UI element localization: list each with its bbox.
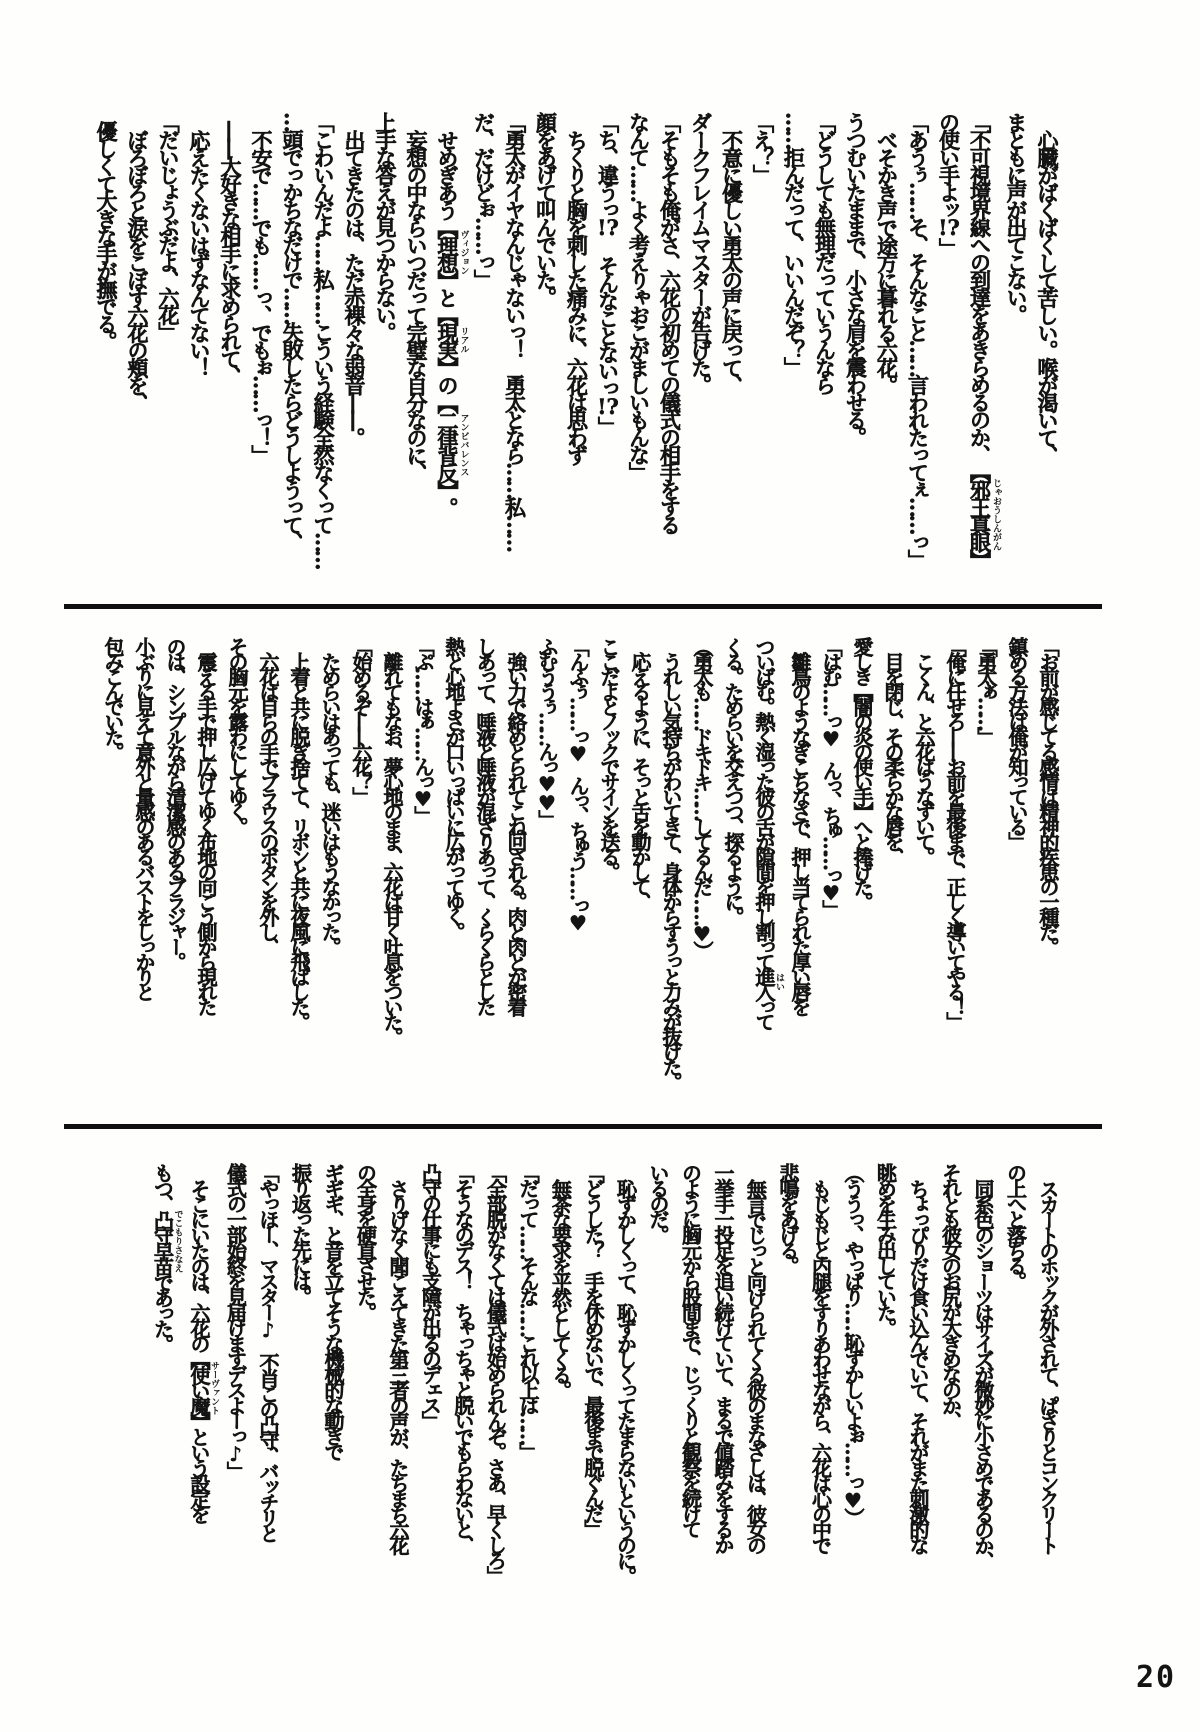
furigana-ruby: 【使い魔】サーヴァント (187, 1349, 219, 1427)
text-column: 鎮める方法は俺が知っている」 (1005, 637, 1029, 847)
text-column: うれしい気持ちがわいてきて、身体からすうっと力みが抜けた。 (659, 652, 683, 1087)
text-column: 「え？」 (750, 112, 776, 182)
text-column: 強い力で絡めとられてこね回される。肉と肉とが密着 (504, 652, 528, 1012)
text-column: 無茶な要求を平然としてくる。 (548, 1179, 573, 1396)
text-column: その胸元を露わにしてゆく。 (225, 637, 249, 832)
furigana-ruby: 【二律背反】アンビバレンス (435, 392, 469, 498)
text-column: 「あうぅ……そ、そんなこと……言われたってぇ……っ」 (905, 112, 931, 567)
text-column: だ、だけどぉ……っ」 (471, 112, 497, 287)
text-section-middle (82, 637, 1063, 1112)
text-column: 悲鳴をあげる。 (776, 1163, 800, 1272)
furigana-ruby: 【現実】リアル (435, 305, 469, 375)
text-column: うつむいたままで、小さな肩を震わせる。 (843, 112, 869, 445)
text-column: こくん、と六花はうなずいて。 (912, 652, 936, 862)
text-column: 「やっほー、マスター♪ 不肖この凸守、バッチリと (256, 1163, 280, 1539)
furigana-ruby: 進入はい (752, 967, 784, 997)
text-column: （ううっ、やっぱり……恥ずかしいよぉ……っ♥） (841, 1163, 865, 1524)
text-column: 出てきたのは、ただ赤裸々な弱音――。 (342, 130, 367, 445)
text-column: の使い手よッ!?」 (936, 112, 962, 256)
text-column: ちょっぴりだけ食い込んでいて、それがまた刺激的な (906, 1179, 930, 1551)
text-column: 凸守の仕事にも支障が出るのデェス」 (418, 1163, 443, 1427)
text-column: 同系色のショーツはサイズが微妙に小さめであるのか、 (971, 1179, 995, 1567)
text-column: 「だって……そんな……これ以上は……」 (516, 1163, 540, 1458)
text-column: 上着と共に脱ぎ捨てて、リボンと共に夜風に飛ばした。 (287, 652, 311, 1027)
text-column: 目を閉じ、その柔らかな唇を、 (881, 652, 905, 862)
text-column: 「だいじょうぶだよ、六花」 (156, 112, 181, 340)
text-column: 「んふぅ……っ♥ んっ、ちゅう……っ♥ (566, 637, 590, 930)
text-column: ためらいはあっても、迷いはもうなかった。 (318, 652, 342, 952)
text-column: それとも彼女のお尻が大きめなのか、 (938, 1163, 963, 1427)
text-section-top (82, 112, 1063, 592)
text-column: 愛しき【闇の炎の使い手】へと捧げた。 (850, 637, 874, 907)
text-column: の全身を硬直させた。 (353, 1163, 378, 1318)
text-column: 不意に優しい勇太の声に戻って、 (719, 130, 745, 393)
text-column: 小ぶりに見えて意外と量感のあるバストをしっかりと (132, 637, 156, 997)
furigana-ruby: 凸守早苗でこもりさなえ (150, 1209, 183, 1273)
text-column: 一挙手一投足を追い続けていて、まるで値踏みをするか (711, 1163, 735, 1551)
text-column: くる。ためらいを交えつつ、探るように。 (721, 637, 745, 922)
text-column: 儀式の一部始終を見届けますデスよーっ♪」 (223, 1163, 248, 1477)
text-column: の上へと落ちる。 (1003, 1163, 1028, 1287)
text-column: なんて……よく考えりゃおこがましいもんな」 (626, 112, 652, 480)
text-column: ここだよとノックでサインを送る。 (597, 637, 621, 877)
text-column: 「不可視境界線への到達をあきらめるのか、【邪王真眼】じゃおうしんがん (967, 112, 1001, 567)
text-column: まともに声が出てこない。 (1004, 112, 1029, 322)
text-column: 恥ずかしくって、恥ずかしくってたまらないというのに。 (613, 1179, 638, 1582)
text-column: 「俺に任せろ――お前を最後まで、正しく導いてやる！」 (943, 637, 967, 1027)
text-column: スカートのホックが外されて、ぱさりとコンクリート (1036, 1179, 1060, 1551)
text-section-bottom (143, 1163, 1064, 1608)
text-column: もじもじと内腿をすりあわせながら、六花は心の中で (808, 1179, 833, 1551)
text-column: 応えたくないはずなんてない！ (187, 130, 212, 375)
text-column: 「始めるぞ――六花？」 (349, 637, 373, 802)
horizontal-in-vertical-text: !? (597, 395, 619, 417)
text-column: ギギギ、と音を立てそうな機械的な動きで (321, 1163, 345, 1458)
text-column: そこにいたのは、六花の【使い魔】サーヴァントという設定を (187, 1179, 219, 1520)
text-column: 「どうしても無理だっていうんなら (812, 112, 838, 392)
text-column: もつ、凸守早苗でこもりさなえであった。 (150, 1163, 183, 1350)
text-column: のは、シンプルながら清潔感のあるブラジャー。 (163, 637, 187, 967)
text-column: 「こわいんだよ……私……こういう経験全然なくって…… (311, 112, 336, 567)
text-column: 離れてもなお、夢心地のまま、六花は甘く吐息をついた。 (380, 652, 404, 1042)
text-column: 心臓がばくばくして苦しい。喉が渇いて、 (1035, 130, 1060, 463)
page-number: 20 (1136, 1660, 1177, 1695)
text-column: 震える手で押し広げてゆく布地の向こう側から現れた (194, 652, 218, 1012)
text-column: 「はむ……っ♥ んっ、ちゅ……っ♥」 (819, 637, 843, 915)
text-column: 不安で……でも……っ、でもぉ……っ！」 (249, 130, 274, 463)
text-column: 「ち、違うっ!? そんなことないっ!?」 (595, 112, 621, 434)
text-column: 包みこんでいた。 (101, 637, 125, 757)
text-column: 振り返った先には。 (288, 1163, 313, 1303)
text-column: ……拒んだって、いいんだぞ？」 (781, 112, 807, 375)
text-column: 眺めを生み出していた。 (873, 1163, 898, 1334)
text-column: のように胸元から股間まで、じっくりと観察を続けて (678, 1163, 703, 1535)
text-column: ちくりと胸を刺した痛みに、六花は思わず (564, 130, 590, 463)
text-column: べそかき声で途方に暮れる六花。 (874, 130, 900, 393)
text-column: いるのだ。 (646, 1163, 670, 1241)
text-column: 優しくて大きな手が撫でる。 (94, 121, 119, 349)
text-column: （勇太も……ドキドキ……してるんだ……♥） (690, 637, 714, 956)
furigana-ruby: 【理想】ヴィジョン (435, 217, 469, 288)
text-column: ふむううぅ……んっ♥♥」 (535, 637, 559, 825)
horizontal-in-vertical-text: !? (938, 217, 960, 238)
text-column: 応えるように、そっと舌を動かして、 (628, 652, 652, 907)
text-column: 「勇太がイヤなんじゃないっ！ 勇太となら……私…… (502, 112, 528, 550)
text-column: 「ぷ……はぁ……んっ♥」 (411, 637, 435, 821)
text-column: さりげなく聞こえてきた第三者の声が、たちまち六花 (386, 1179, 410, 1551)
text-column: 雛鳥のようなぎこちなさで、押し当てられた厚い唇を (788, 652, 812, 1012)
text-column: 無言でじっと向けられてくる彼のまなざしは、彼女の (743, 1179, 768, 1551)
furigana-ruby: 【邪王真眼】じゃおうしんがん (967, 462, 1001, 567)
text-column: 「全部脱がなくては儀式は始められんぞ。さあ、早くしろ」 (483, 1163, 508, 1582)
section-divider-bottom (64, 1124, 1102, 1129)
text-column: ついばむ。熱く湿った彼の舌が隙間を押し割って進入はいって (752, 637, 784, 1027)
text-column: 「そもそも俺がさ、六花の初めての儀式の相手をする (657, 112, 683, 532)
text-column: 上手な答えが見つからない。 (373, 112, 398, 340)
text-column: 「お前が感じてる感情は精神的疾患の一種だ。 (1036, 637, 1060, 952)
text-column: 六花は自らの手でブラウスのボタンを外し、 (256, 652, 280, 952)
text-column: 「そうなのデス！ ちゃっちゃと脱いでもらわないと、 (451, 1163, 475, 1551)
text-column: せめぎあう【理想】ヴィジョンと【現実】リアルの【二律背反】アンビバレンス。 (435, 130, 469, 515)
text-column: ダークフレイムマスターが告げた。 (688, 112, 714, 392)
horizontal-in-vertical-text: !? (597, 217, 619, 238)
text-column: しあって、唾液と唾液が混ざりあって、くらくらとした (473, 637, 497, 1012)
text-column: ぼろぼろと涙をこぼす六花の頬を、 (125, 130, 150, 410)
text-column: 熱と心地よさが口いっぱいに広がってゆく。 (442, 637, 466, 937)
text-column: 「勇太ぁ……」 (974, 637, 998, 742)
text-column: ――大好きな相手に求められて、 (218, 121, 243, 384)
text-column: 「どうした？ 手を休めないで、最後まで脱ぐんだ」 (581, 1163, 605, 1535)
section-divider-top (64, 604, 1102, 609)
text-column: …頭でっかちなだけで……失敗したらどうしようって、 (280, 112, 305, 550)
text-column: 顔をあげて叫んでいた。 (533, 112, 559, 305)
text-column: 妄想の中ならいつだって完璧な自分なのに、 (404, 130, 429, 480)
